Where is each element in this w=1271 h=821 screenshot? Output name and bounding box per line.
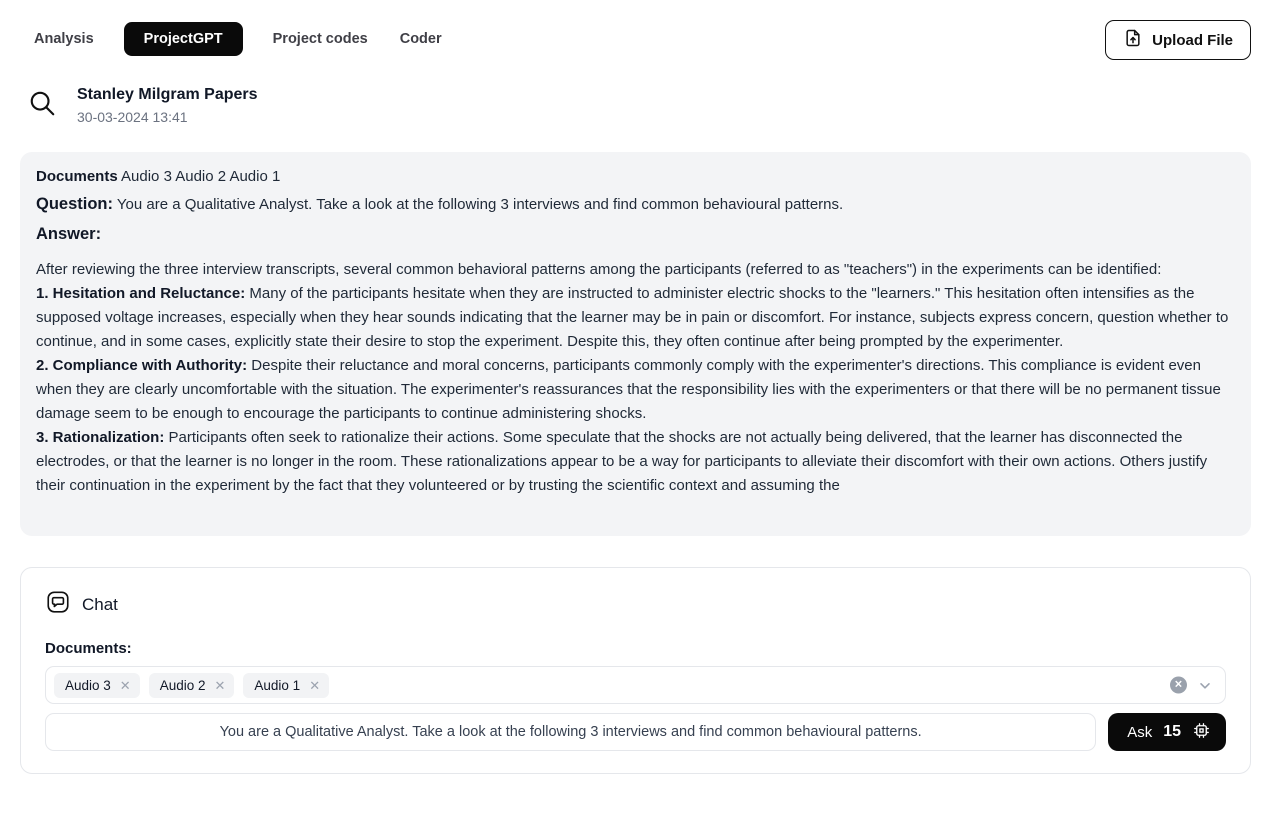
- tab-project-codes[interactable]: Project codes: [272, 31, 368, 47]
- ask-label: Ask: [1127, 723, 1153, 741]
- session-title: Stanley Milgram Papers: [77, 86, 258, 103]
- upload-file-icon: [1123, 28, 1143, 52]
- result-question-line: [36, 192, 1235, 217]
- ask-button[interactable]: [1108, 713, 1226, 751]
- answer-point-3-text: Participants often seek to rationalize their actions. Some speculate that the shocks are not actually being delivered, that the learner has disconnected the electrodes, or that the learner is no longer in the room. These rationalizations appear to be a way for participants to alleviate their discomfort with their own actions. Others justify their continuation in the experiment by the fact that they volunteered or by trusting the scientific context and assuming the: [36, 429, 1208, 494]
- chat-documents-label: Documents:: [45, 640, 132, 657]
- answer-point-1-text: Many of the participants hesitate when they are instructed to administer electric shocks to the "learners." This hesitation often intensifies as the supposed voltage increases, especially when they hear sounds indicating that the learner may be in pain or discomfort. For instance, subjects express concern, question whether to continue, and in some cases, explicitly state their desire to stop the experiment. Despite this, they often continue after being prompted by the experimenter.: [36, 285, 1229, 350]
- cpu-chip-icon: [1192, 721, 1211, 744]
- document-tag-label: Audio 2: [159, 677, 206, 693]
- tab-analysis[interactable]: Analysis: [34, 31, 94, 47]
- document-tag-label: Audio 3: [65, 677, 111, 693]
- tab-projectgpt[interactable]: ProjectGPT: [124, 22, 243, 56]
- remove-tag-icon[interactable]: ✕: [214, 677, 226, 693]
- document-tag-audio2: [149, 673, 235, 698]
- search-icon: [27, 88, 57, 123]
- upload-file-button[interactable]: [1105, 20, 1251, 60]
- document-tag-audio1: [243, 673, 329, 698]
- select-controls: [1170, 677, 1213, 694]
- clear-all-icon[interactable]: ✕: [1170, 677, 1187, 694]
- top-bar: [20, 0, 1251, 60]
- chat-title: Chat: [82, 594, 118, 614]
- session-header: [27, 86, 1251, 125]
- answer-point-1-title: 1. Hesitation and Reluctance:: [36, 285, 246, 302]
- remove-tag-icon[interactable]: ✕: [309, 677, 321, 693]
- answer-point-1: [36, 282, 1235, 354]
- answer-point-2-text: Despite their reluctance and moral concerns, participants commonly comply with the experimenter's directions. This compliance is evident even when they are clearly uncomfortable with the situation. The experimenter's reassurances that the responsibility lies with the experimenters or that there will be no permanent tissue damage seem to be enough to encourage the participants to continue administering shocks.: [36, 357, 1221, 422]
- document-tag-label: Audio 1: [254, 677, 301, 693]
- chat-panel: [20, 567, 1251, 774]
- answer-point-3: [36, 426, 1235, 498]
- tab-bar: [32, 22, 444, 56]
- result-answer-label: Answer:: [36, 225, 102, 243]
- question-input[interactable]: [45, 713, 1096, 751]
- document-tag-audio3: [54, 673, 140, 698]
- ask-credits-count: 15: [1163, 723, 1181, 740]
- result-documents-label: Documents: [36, 168, 118, 185]
- result-question-text: You are a Qualitative Analyst. Take a look at the following 3 interviews and find common behavioural patterns.: [116, 196, 844, 213]
- upload-file-label: Upload File: [1152, 31, 1233, 49]
- answer-point-3-title: 3. Rationalization:: [36, 429, 165, 446]
- tab-coder[interactable]: Coder: [399, 31, 442, 47]
- remove-tag-icon[interactable]: ✕: [119, 677, 131, 693]
- answer-point-2-title: 2. Compliance with Authority:: [36, 357, 248, 374]
- result-documents-line: [36, 165, 1235, 189]
- session-meta: [77, 86, 258, 125]
- result-answer-line: [36, 222, 1235, 247]
- ask-row: [45, 713, 1226, 751]
- chevron-down-icon[interactable]: [1197, 677, 1213, 693]
- chat-bubble-icon: [45, 589, 71, 620]
- result-question-label: Question:: [36, 195, 113, 213]
- answer-point-2: [36, 354, 1235, 426]
- session-timestamp: 30-03-2024 13:41: [77, 109, 188, 125]
- chat-header: [45, 589, 1226, 620]
- documents-multiselect[interactable]: [45, 666, 1226, 704]
- result-documents-value: Audio 3 Audio 2 Audio 1: [121, 168, 281, 185]
- result-panel[interactable]: [20, 152, 1251, 536]
- answer-intro: After reviewing the three interview transcripts, several common behavioral patterns among the participants (referred to as "teachers") in the experiments can be identified:: [36, 261, 1162, 278]
